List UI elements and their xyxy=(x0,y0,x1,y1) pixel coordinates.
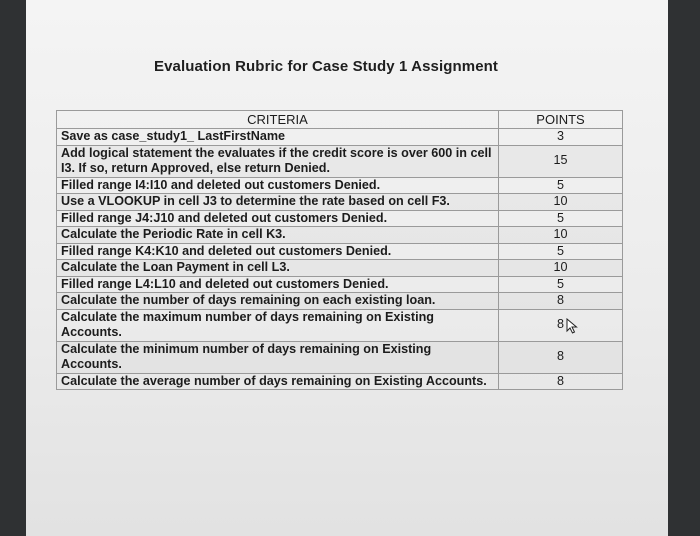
table-row xyxy=(57,145,623,177)
points-cell: 8 xyxy=(499,293,623,310)
criteria-cell: Add logical statement the evaluates if the credit score is over 600 in cell I3. If so, return Approved, else return Denied. xyxy=(57,145,499,177)
criteria-cell: Use a VLOOKUP in cell J3 to determine the rate based on cell F3. xyxy=(57,194,499,211)
criteria-cell: Calculate the minimum number of days remaining on Existing Accounts. xyxy=(57,341,499,373)
criteria-cell: Filled range K4:K10 and deleted out customers Denied. xyxy=(57,243,499,260)
criteria-cell: Calculate the Loan Payment in cell L3. xyxy=(57,260,499,277)
criteria-cell: Filled range J4:J10 and deleted out customers Denied. xyxy=(57,210,499,227)
table-row xyxy=(57,309,623,341)
criteria-cell: Filled range L4:L10 and deleted out customers Denied. xyxy=(57,276,499,293)
rubric-table xyxy=(56,110,623,390)
criteria-cell: Calculate the average number of days remaining on Existing Accounts. xyxy=(57,373,499,390)
table-row xyxy=(57,341,623,373)
table-row xyxy=(57,276,623,293)
points-cell: 5 xyxy=(499,276,623,293)
table-row xyxy=(57,129,623,146)
table-row xyxy=(57,243,623,260)
criteria-cell: Save as case_study1_ LastFirstName xyxy=(57,129,499,146)
points-cell: 8 xyxy=(499,341,623,373)
points-cell: 8 xyxy=(499,373,623,390)
table-row xyxy=(57,373,623,390)
points-cell: 10 xyxy=(499,260,623,277)
points-cell: 10 xyxy=(499,227,623,244)
points-cell: 3 xyxy=(499,129,623,146)
table-row xyxy=(57,260,623,277)
points-cell: 10 xyxy=(499,194,623,211)
table-row xyxy=(57,210,623,227)
points-cell: 5 xyxy=(499,243,623,260)
points-cell: 5 xyxy=(499,177,623,194)
table-row xyxy=(57,227,623,244)
points-cell: 15 xyxy=(499,145,623,177)
mouse-pointer-icon xyxy=(566,318,578,334)
criteria-cell: Calculate the number of days remaining on each existing loan. xyxy=(57,293,499,310)
points-header: POINTS xyxy=(499,111,623,129)
points-cell: 8 xyxy=(499,309,623,341)
table-row xyxy=(57,177,623,194)
criteria-cell: Filled range I4:I10 and deleted out customers Denied. xyxy=(57,177,499,194)
criteria-cell: Calculate the Periodic Rate in cell K3. xyxy=(57,227,499,244)
table-row xyxy=(57,194,623,211)
points-cell: 5 xyxy=(499,210,623,227)
criteria-cell: Calculate the maximum number of days remaining on Existing Accounts. xyxy=(57,309,499,341)
header-row xyxy=(57,111,623,129)
table-row xyxy=(57,293,623,310)
document-title: Evaluation Rubric for Case Study 1 Assignment xyxy=(154,58,499,75)
criteria-header: CRITERIA xyxy=(57,111,499,129)
